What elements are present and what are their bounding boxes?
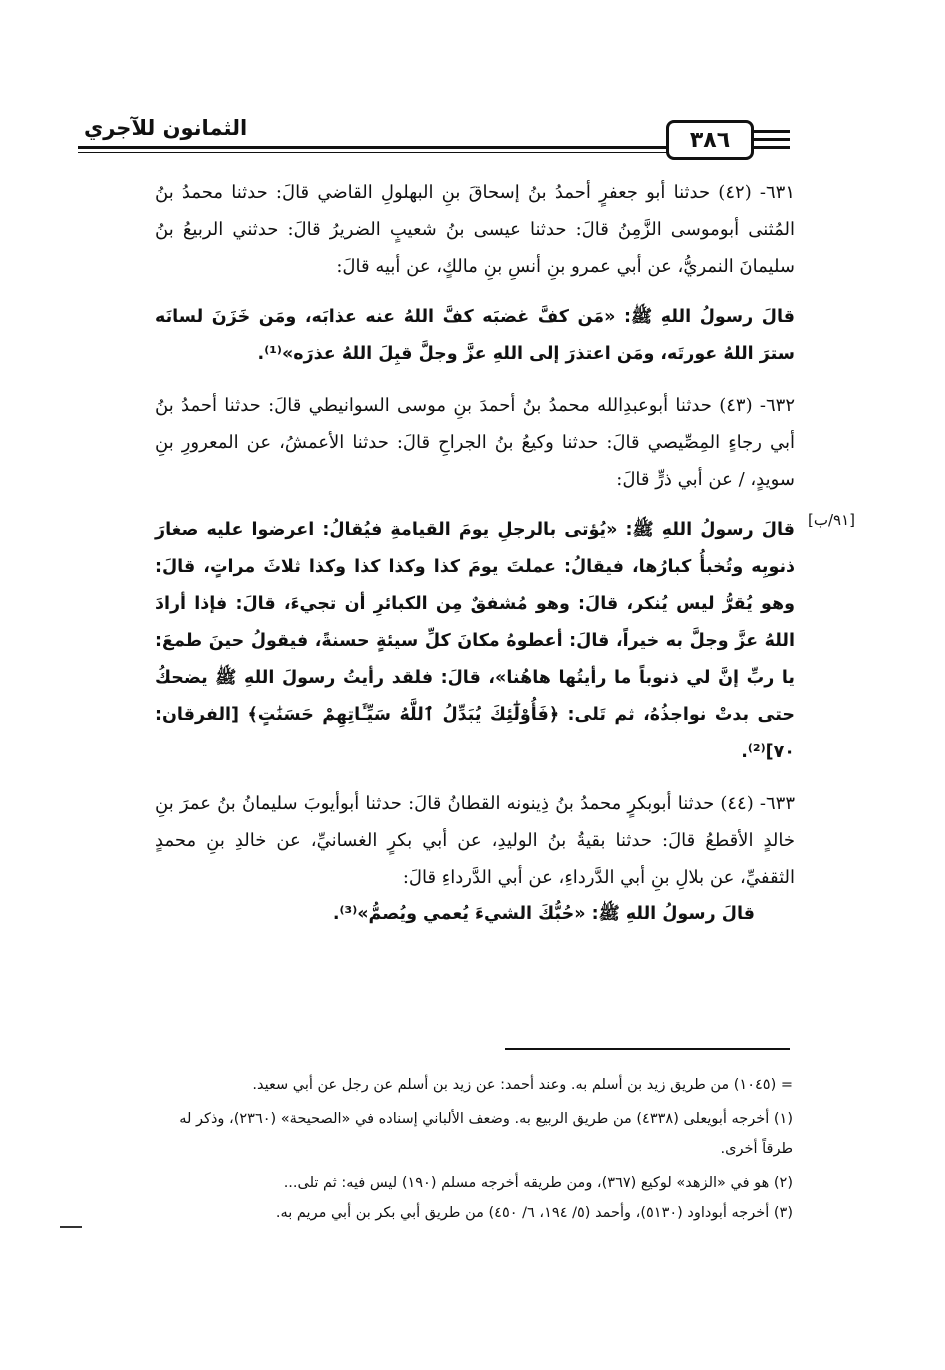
hadith-isnad-632: ٦٣٢- (٤٣) حدثنا أبوعبدِالله محمدُ بنُ أحمدَ بنِ موسى السوانيطي قالَ: حدثنا أحمدُ بنُ أبي رجاءٍ المِصِّيصي قالَ: حدثنا وكيعُ بنُ الجراحِ قالَ: حدثنا الأعمشُ، عن المعرورِ بنِ سويدٍ، / عن أبي ذرٍّ قالَ:: [155, 395, 796, 490]
book-title: الثمانون للآجري: [78, 116, 253, 140]
page-number-ornament: [754, 138, 790, 141]
header-rule: [78, 146, 670, 149]
footnote-separator: [505, 1048, 790, 1050]
page-number: ٣٨٦: [666, 120, 754, 160]
running-header: [78, 116, 790, 160]
footnote-1: (١) أخرجه أبويعلى (٤٣٣٨) من طريق الربيع به. وضعف الألباني إسناده في «الصحيحة» (٢٣٦٠)، وذكر له طرقاً أخرى.: [179, 1111, 793, 1157]
hadith-isnad-633: ٦٣٣- (٤٤) حدثنا أبوبكرٍ محمدُ بنُ ذِينونه القطانُ قالَ: حدثنا أبوأيوبَ سليمانُ بنُ عمرَ بنِ خالدٍ الأقطعُ قالَ: حدثنا بقيةُ بنُ الوليدِ، عن أبي بكرٍ الغسانيِّ، عن خالدِ بنِ محمدٍ الثقفيِّ، عن بلالِ بنِ أبي الدَّرداءِ، عن أبي الدَّرداءِ قالَ:: [155, 793, 796, 888]
footnotes: [153, 1070, 793, 1228]
footnote-3: (٣) أخرجه أبوداود (٥١٣٠)، وأحمد (٥/ ١٩٤، ٦/ ٤٥٠) من طريق أبي بكر بن أبي مريم به.: [275, 1205, 793, 1221]
page-number-ornament: [754, 130, 790, 133]
hadith-matn-631: قالَ رسولُ اللهِ ﷺ: «مَن كفَّ غضبَه كفَّ اللهُ عنه عذابَه، ومَن خَزَنَ لسانَه سترَ اللهُ عورتَه، ومَن اعتذرَ إلى اللهِ عزَّ وجلَّ قبِلَ اللهُ عذرَه»⁽¹⁾.: [155, 307, 795, 364]
footnote-continued: = (١٠٤٥) من طريق زيد بن أسلم به. وعند أحمد: عن زيد بن أسلم عن رجل عن أبي سعيد.: [252, 1077, 793, 1093]
page-number-ornament: [754, 146, 790, 149]
header-rule-thin: [78, 152, 670, 153]
hadith-matn-632: قالَ رسولُ اللهِ ﷺ: «يُؤتى بالرجلِ يومَ القيامةِ فيُقالُ: اعرضوا عليه صغارَ ذنوبِه وتُخبأُ كبارُها، فيقالُ: عملتَ يومَ كذا وكذا كذا وكذا ثلاثَ مراتٍ، قالَ: وهو يُقرُّ ليس يُنكر، قالَ: وهو مُشفقٌ مِن الكبائرِ أن تجيءَ، قالَ: فإذا أرادَ اللهُ عزَّ وجلَّ به خيراً، قالَ: أعطوهُ مكانَ كلِّ سيئةٍ حسنةً، فيقولُ حينَ طمعَ: يا ربِّ إنَّ لي ذنوباً ما رأيتُها هاهُنا»، قالَ: فلقد رأيتُ رسولَ اللهِ ﷺ يضحكُ حتى بدتْ نواجذُهُ، ثم تَلى: ﴿فَأُوْلَٰٓئِكَ يُبَدِّلُ ٱللَّهُ سَيِّـَٔاتِهِمْ حَسَنَٰتٍ﴾ [الفرقان: ٧٠]⁽²⁾.: [155, 520, 795, 762]
continuation-mark: [60, 1226, 82, 1228]
footnote-2: (٢) هو في «الزهد» لوكيع (٣٦٧)، ومن طريقه أخرجه مسلم (١٩٠) ليس فيه: ثم تلى...: [283, 1175, 793, 1191]
main-text: [155, 174, 795, 933]
hadith-isnad-631: ٦٣١- (٤٢) حدثنا أبو جعفرٍ أحمدُ بنُ إسحاقَ بنِ البهلولِ القاضي قالَ: حدثنا محمدُ بنُ المُثنى أبوموسى الزَّمِنُ قالَ: حدثنا عيسى بنُ شعيبٍ الضريرُ قالَ: حدثني الربيعُ بنُ سليمانَ النمريُّ، عن أبي عمرو بنِ أنسِ بنِ مالكٍ، عن أبيه قالَ:: [155, 182, 796, 277]
hadith-matn-633: قالَ رسولُ اللهِ ﷺ: «حُبُّكَ الشيءَ يُعمي ويُصمُّ»⁽³⁾.: [332, 904, 755, 924]
manuscript-folio-marker: [٩١/ب]: [808, 511, 856, 529]
